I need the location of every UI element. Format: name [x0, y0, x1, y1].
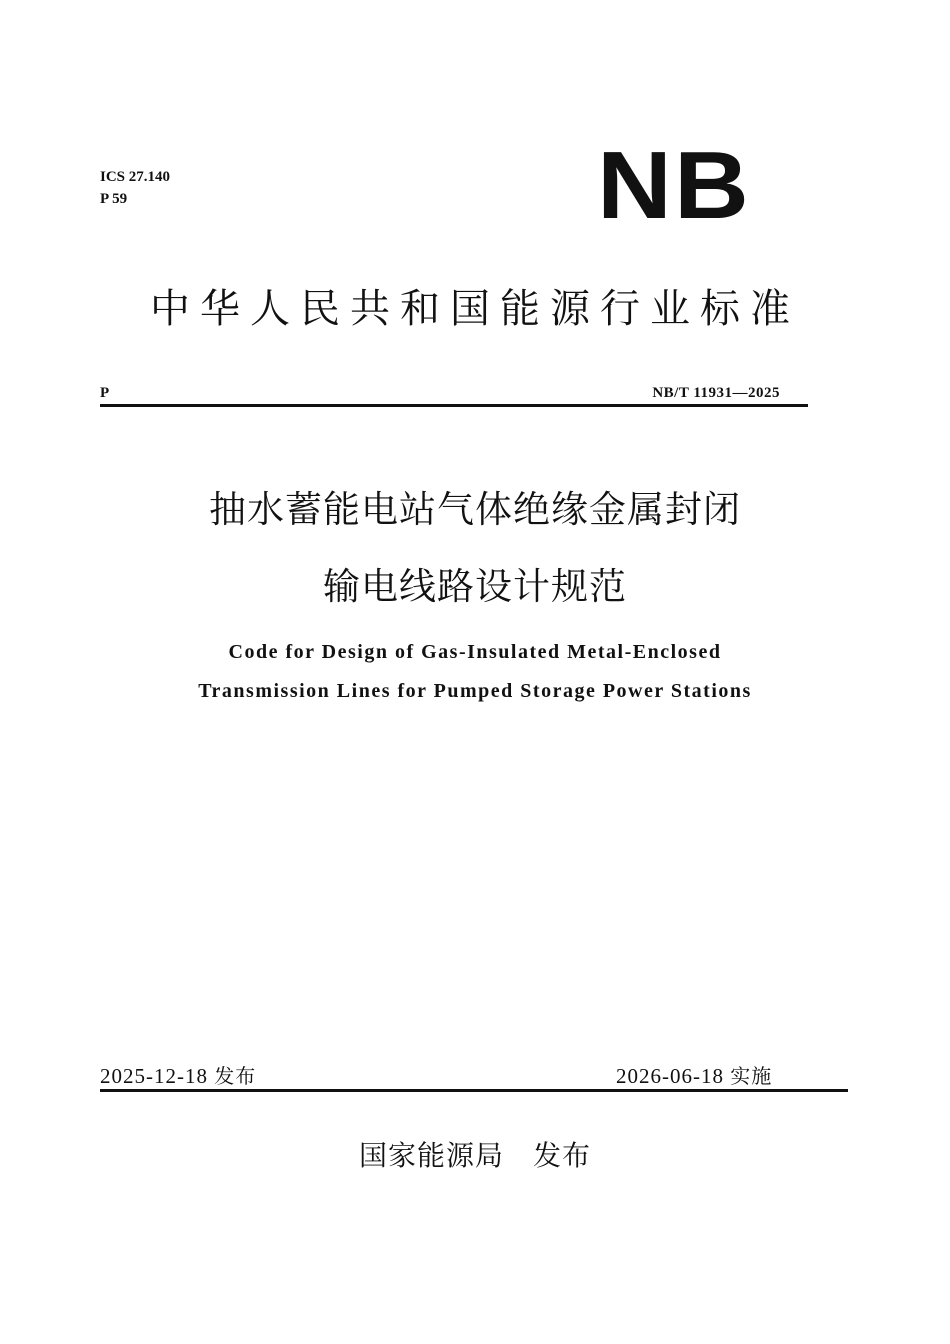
implementation-date-value: 2026-06-18 [616, 1064, 724, 1088]
issue-date-label: 发布 [214, 1064, 257, 1088]
organization-title: 中华人民共和国能源行业标准 [150, 286, 800, 332]
title-en-line-2: Transmission Lines for Pumped Storage Power Stations [198, 680, 752, 702]
implementation-date-label: 实施 [730, 1064, 773, 1088]
ccs-code: P 59 [100, 191, 128, 207]
ics-code: ICS 27.140 [100, 169, 171, 185]
publisher: 国家能源局 发布 [358, 1139, 591, 1172]
title-zh-line-2: 输电线路设计规范 [323, 565, 627, 608]
issue-date [100, 1062, 256, 1090]
title-zh-line-1: 抽水蓄能电站气体绝缘金属封闭 [209, 488, 741, 531]
title-en-line-1: Code for Design of Gas-Insulated Metal-Enclosed [228, 641, 722, 663]
standard-number: NB/T 11931—2025 [652, 385, 780, 401]
footer-divider [100, 1089, 848, 1092]
issue-date-value: 2025-12-18 [100, 1064, 208, 1088]
classification-code: P [100, 385, 110, 401]
nb-logo: NB [597, 132, 752, 239]
ics-classification [100, 166, 170, 210]
implementation-date [616, 1062, 772, 1090]
header-divider [100, 404, 808, 407]
